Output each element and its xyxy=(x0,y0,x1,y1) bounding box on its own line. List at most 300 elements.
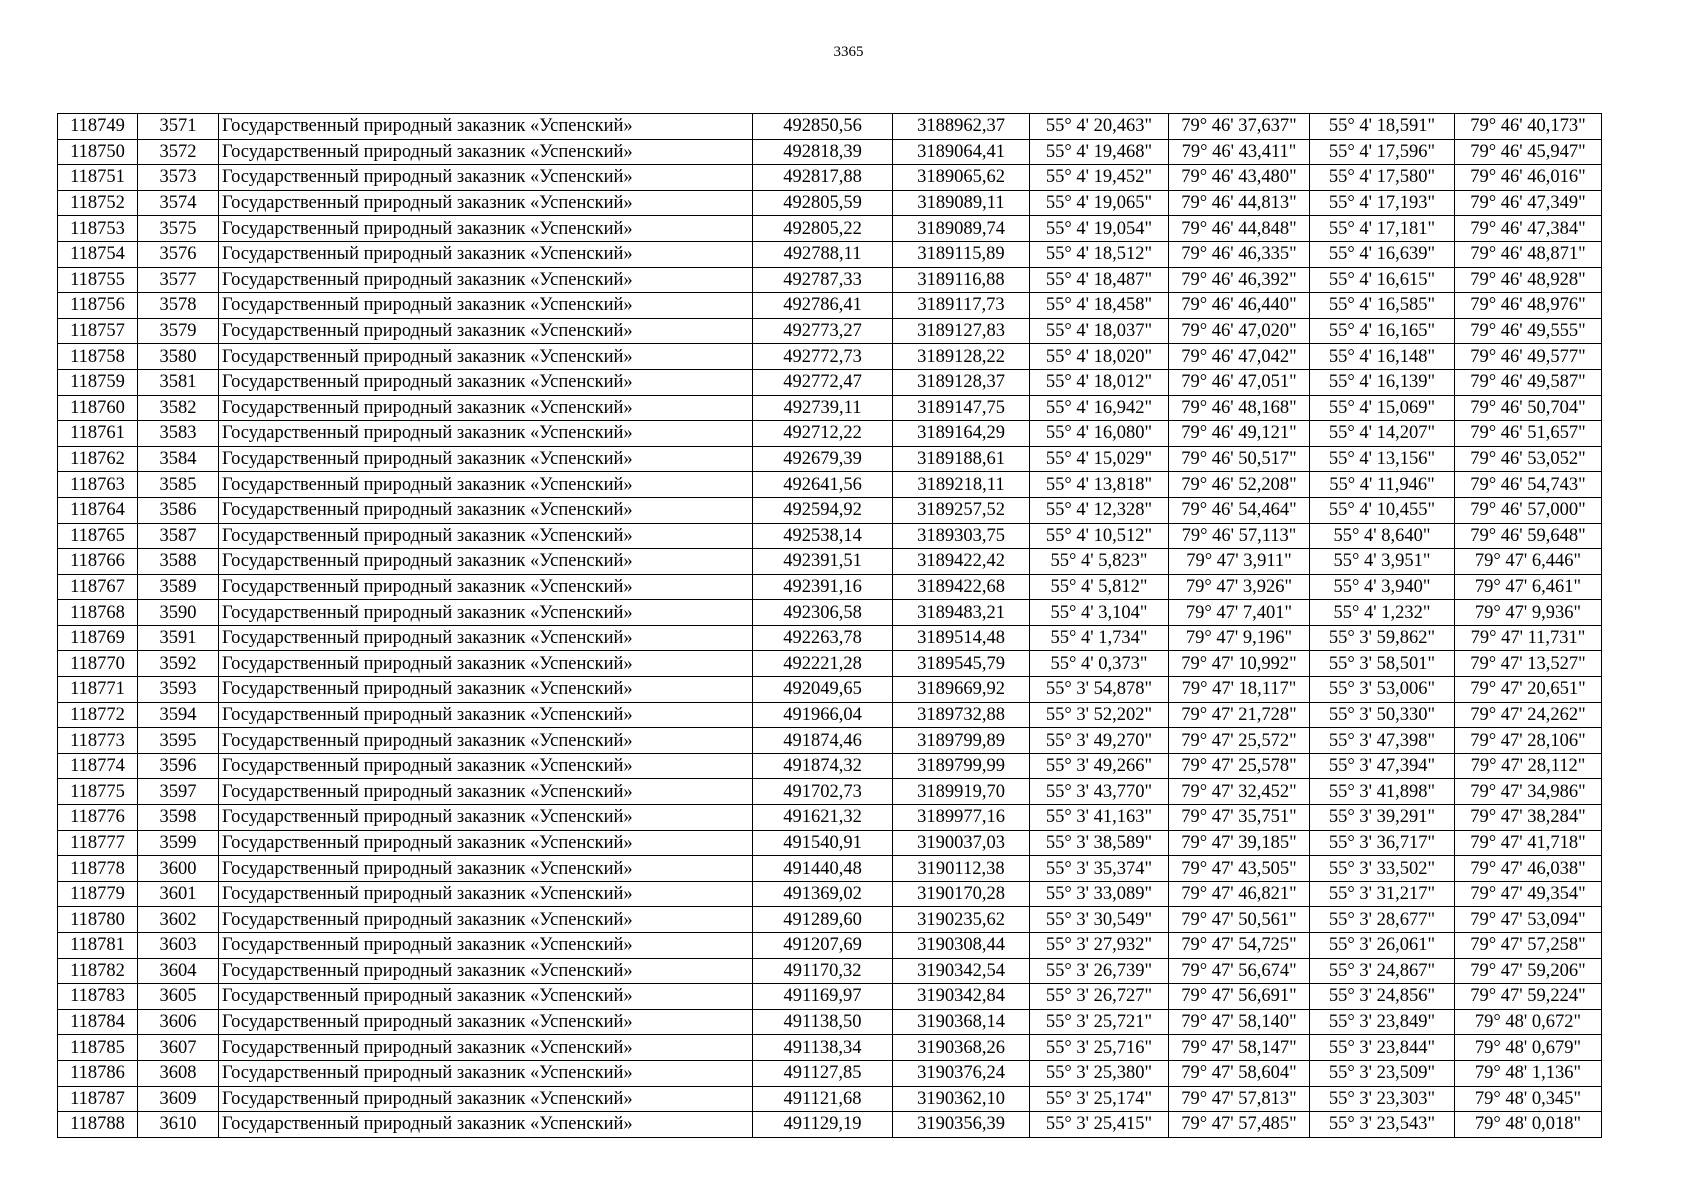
longitude-cell: 79° 47' 7,401" xyxy=(1169,600,1310,626)
row-id-cell: 118775 xyxy=(58,779,138,805)
longitude-alt-cell: 79° 46' 49,555" xyxy=(1455,318,1602,344)
reserve-name-cell: Государственный природный заказник «Успенский» xyxy=(219,267,753,293)
x-coordinate-cell: 491369,02 xyxy=(753,881,893,907)
longitude-cell: 79° 46' 50,517" xyxy=(1169,446,1310,472)
latitude-alt-cell: 55° 4' 17,193" xyxy=(1310,190,1455,216)
x-coordinate-cell: 491138,34 xyxy=(753,1035,893,1061)
point-number-cell: 3591 xyxy=(138,625,219,651)
row-id-cell: 118773 xyxy=(58,728,138,754)
table-row xyxy=(58,677,1602,703)
latitude-cell: 55° 4' 13,818" xyxy=(1030,472,1169,498)
table-row xyxy=(58,369,1602,395)
point-number-cell: 3600 xyxy=(138,856,219,882)
row-id-cell: 118752 xyxy=(58,190,138,216)
x-coordinate-cell: 492850,56 xyxy=(753,114,893,140)
longitude-cell: 79° 47' 18,117" xyxy=(1169,677,1310,703)
latitude-cell: 55° 3' 41,163" xyxy=(1030,805,1169,831)
longitude-alt-cell: 79° 47' 59,224" xyxy=(1455,984,1602,1010)
latitude-cell: 55° 4' 16,942" xyxy=(1030,395,1169,421)
latitude-alt-cell: 55° 3' 58,501" xyxy=(1310,651,1455,677)
reserve-name-cell: Государственный природный заказник «Успенский» xyxy=(219,293,753,319)
longitude-alt-cell: 79° 46' 49,577" xyxy=(1455,344,1602,370)
point-number-cell: 3598 xyxy=(138,805,219,831)
latitude-alt-cell: 55° 3' 23,303" xyxy=(1310,1086,1455,1112)
longitude-alt-cell: 79° 47' 38,284" xyxy=(1455,805,1602,831)
reserve-name-cell: Государственный природный заказник «Успенский» xyxy=(219,933,753,959)
y-coordinate-cell: 3189483,21 xyxy=(893,600,1030,626)
row-id-cell: 118779 xyxy=(58,881,138,907)
table-row xyxy=(58,1112,1602,1138)
row-id-cell: 118776 xyxy=(58,805,138,831)
latitude-cell: 55° 3' 25,415" xyxy=(1030,1112,1169,1138)
longitude-alt-cell: 79° 47' 9,936" xyxy=(1455,600,1602,626)
x-coordinate-cell: 492221,28 xyxy=(753,651,893,677)
x-coordinate-cell: 492538,14 xyxy=(753,523,893,549)
y-coordinate-cell: 3190368,26 xyxy=(893,1035,1030,1061)
longitude-alt-cell: 79° 46' 53,052" xyxy=(1455,446,1602,472)
reserve-name-cell: Государственный природный заказник «Успенский» xyxy=(219,574,753,600)
latitude-cell: 55° 3' 25,380" xyxy=(1030,1060,1169,1086)
table-row xyxy=(58,190,1602,216)
row-id-cell: 118750 xyxy=(58,139,138,165)
reserve-name-cell: Государственный природный заказник «Успенский» xyxy=(219,216,753,242)
latitude-cell: 55° 4' 19,452" xyxy=(1030,165,1169,191)
row-id-cell: 118787 xyxy=(58,1086,138,1112)
point-number-cell: 3585 xyxy=(138,472,219,498)
longitude-cell: 79° 47' 56,674" xyxy=(1169,958,1310,984)
row-id-cell: 118764 xyxy=(58,497,138,523)
table-row xyxy=(58,497,1602,523)
x-coordinate-cell: 492391,51 xyxy=(753,549,893,575)
table-row xyxy=(58,446,1602,472)
longitude-alt-cell: 79° 46' 48,871" xyxy=(1455,241,1602,267)
longitude-alt-cell: 79° 47' 28,106" xyxy=(1455,728,1602,754)
point-number-cell: 3575 xyxy=(138,216,219,242)
longitude-alt-cell: 79° 46' 49,587" xyxy=(1455,369,1602,395)
x-coordinate-cell: 491874,32 xyxy=(753,753,893,779)
latitude-cell: 55° 4' 20,463" xyxy=(1030,114,1169,140)
row-id-cell: 118772 xyxy=(58,702,138,728)
point-number-cell: 3587 xyxy=(138,523,219,549)
table-row xyxy=(58,933,1602,959)
longitude-cell: 79° 47' 3,926" xyxy=(1169,574,1310,600)
longitude-cell: 79° 47' 9,196" xyxy=(1169,625,1310,651)
latitude-cell: 55° 3' 38,589" xyxy=(1030,830,1169,856)
reserve-name-cell: Государственный природный заказник «Успенский» xyxy=(219,830,753,856)
x-coordinate-cell: 491129,19 xyxy=(753,1112,893,1138)
row-id-cell: 118770 xyxy=(58,651,138,677)
x-coordinate-cell: 491966,04 xyxy=(753,702,893,728)
longitude-alt-cell: 79° 46' 40,173" xyxy=(1455,114,1602,140)
longitude-alt-cell: 79° 47' 57,258" xyxy=(1455,933,1602,959)
row-id-cell: 118753 xyxy=(58,216,138,242)
table-row xyxy=(58,881,1602,907)
reserve-name-cell: Государственный природный заказник «Успенский» xyxy=(219,600,753,626)
x-coordinate-cell: 492805,59 xyxy=(753,190,893,216)
latitude-alt-cell: 55° 3' 31,217" xyxy=(1310,881,1455,907)
point-number-cell: 3582 xyxy=(138,395,219,421)
table-row xyxy=(58,241,1602,267)
reserve-name-cell: Государственный природный заказник «Успенский» xyxy=(219,881,753,907)
x-coordinate-cell: 491127,85 xyxy=(753,1060,893,1086)
x-coordinate-cell: 492306,58 xyxy=(753,600,893,626)
reserve-name-cell: Государственный природный заказник «Успенский» xyxy=(219,139,753,165)
x-coordinate-cell: 492049,65 xyxy=(753,677,893,703)
reserve-name-cell: Государственный природный заказник «Успенский» xyxy=(219,779,753,805)
y-coordinate-cell: 3189116,88 xyxy=(893,267,1030,293)
row-id-cell: 118768 xyxy=(58,600,138,626)
latitude-alt-cell: 55° 3' 23,509" xyxy=(1310,1060,1455,1086)
row-id-cell: 118771 xyxy=(58,677,138,703)
x-coordinate-cell: 492772,73 xyxy=(753,344,893,370)
x-coordinate-cell: 492788,11 xyxy=(753,241,893,267)
point-number-cell: 3579 xyxy=(138,318,219,344)
reserve-name-cell: Государственный природный заказник «Успенский» xyxy=(219,523,753,549)
point-number-cell: 3580 xyxy=(138,344,219,370)
table-row xyxy=(58,165,1602,191)
latitude-cell: 55° 4' 19,054" xyxy=(1030,216,1169,242)
reserve-name-cell: Государственный природный заказник «Успенский» xyxy=(219,753,753,779)
x-coordinate-cell: 492263,78 xyxy=(753,625,893,651)
longitude-alt-cell: 79° 47' 28,112" xyxy=(1455,753,1602,779)
point-number-cell: 3608 xyxy=(138,1060,219,1086)
x-coordinate-cell: 492786,41 xyxy=(753,293,893,319)
y-coordinate-cell: 3189514,48 xyxy=(893,625,1030,651)
y-coordinate-cell: 3189669,92 xyxy=(893,677,1030,703)
point-number-cell: 3578 xyxy=(138,293,219,319)
latitude-cell: 55° 4' 12,328" xyxy=(1030,497,1169,523)
x-coordinate-cell: 491621,32 xyxy=(753,805,893,831)
table-row xyxy=(58,1009,1602,1035)
y-coordinate-cell: 3190308,44 xyxy=(893,933,1030,959)
row-id-cell: 118782 xyxy=(58,958,138,984)
y-coordinate-cell: 3189089,74 xyxy=(893,216,1030,242)
latitude-alt-cell: 55° 3' 23,844" xyxy=(1310,1035,1455,1061)
reserve-name-cell: Государственный природный заказник «Успенский» xyxy=(219,190,753,216)
reserve-name-cell: Государственный природный заказник «Успенский» xyxy=(219,114,753,140)
point-number-cell: 3592 xyxy=(138,651,219,677)
reserve-name-cell: Государственный природный заказник «Успенский» xyxy=(219,549,753,575)
y-coordinate-cell: 3189188,61 xyxy=(893,446,1030,472)
reserve-name-cell: Государственный природный заказник «Успенский» xyxy=(219,165,753,191)
longitude-cell: 79° 47' 32,452" xyxy=(1169,779,1310,805)
point-number-cell: 3606 xyxy=(138,1009,219,1035)
y-coordinate-cell: 3190170,28 xyxy=(893,881,1030,907)
y-coordinate-cell: 3190112,38 xyxy=(893,856,1030,882)
longitude-alt-cell: 79° 46' 45,947" xyxy=(1455,139,1602,165)
y-coordinate-cell: 3189218,11 xyxy=(893,472,1030,498)
longitude-alt-cell: 79° 47' 6,461" xyxy=(1455,574,1602,600)
latitude-cell: 55° 4' 18,458" xyxy=(1030,293,1169,319)
y-coordinate-cell: 3189303,75 xyxy=(893,523,1030,549)
latitude-alt-cell: 55° 4' 15,069" xyxy=(1310,395,1455,421)
longitude-cell: 79° 46' 46,335" xyxy=(1169,241,1310,267)
row-id-cell: 118781 xyxy=(58,933,138,959)
table-row xyxy=(58,523,1602,549)
latitude-cell: 55° 4' 18,487" xyxy=(1030,267,1169,293)
longitude-cell: 79° 46' 54,464" xyxy=(1169,497,1310,523)
longitude-alt-cell: 79° 46' 47,349" xyxy=(1455,190,1602,216)
reserve-name-cell: Государственный природный заказник «Успенский» xyxy=(219,421,753,447)
longitude-cell: 79° 47' 10,992" xyxy=(1169,651,1310,677)
y-coordinate-cell: 3189799,89 xyxy=(893,728,1030,754)
y-coordinate-cell: 3189422,42 xyxy=(893,549,1030,575)
latitude-cell: 55° 3' 33,089" xyxy=(1030,881,1169,907)
y-coordinate-cell: 3190342,54 xyxy=(893,958,1030,984)
y-coordinate-cell: 3189117,73 xyxy=(893,293,1030,319)
latitude-cell: 55° 4' 16,080" xyxy=(1030,421,1169,447)
longitude-cell: 79° 47' 35,751" xyxy=(1169,805,1310,831)
longitude-alt-cell: 79° 46' 48,976" xyxy=(1455,293,1602,319)
point-number-cell: 3610 xyxy=(138,1112,219,1138)
x-coordinate-cell: 491702,73 xyxy=(753,779,893,805)
reserve-name-cell: Государственный природный заказник «Успенский» xyxy=(219,1086,753,1112)
y-coordinate-cell: 3189732,88 xyxy=(893,702,1030,728)
row-id-cell: 118760 xyxy=(58,395,138,421)
table-row xyxy=(58,625,1602,651)
longitude-cell: 79° 47' 58,147" xyxy=(1169,1035,1310,1061)
latitude-cell: 55° 4' 5,812" xyxy=(1030,574,1169,600)
longitude-alt-cell: 79° 46' 50,704" xyxy=(1455,395,1602,421)
point-number-cell: 3593 xyxy=(138,677,219,703)
table-row xyxy=(58,958,1602,984)
latitude-cell: 55° 3' 30,549" xyxy=(1030,907,1169,933)
latitude-alt-cell: 55° 3' 47,398" xyxy=(1310,728,1455,754)
latitude-alt-cell: 55° 3' 36,717" xyxy=(1310,830,1455,856)
longitude-cell: 79° 47' 56,691" xyxy=(1169,984,1310,1010)
latitude-cell: 55° 4' 18,012" xyxy=(1030,369,1169,395)
latitude-alt-cell: 55° 3' 41,898" xyxy=(1310,779,1455,805)
latitude-cell: 55° 3' 26,739" xyxy=(1030,958,1169,984)
table-row xyxy=(58,139,1602,165)
row-id-cell: 118755 xyxy=(58,267,138,293)
latitude-alt-cell: 55° 3' 59,862" xyxy=(1310,625,1455,651)
page-number: 3365 xyxy=(833,44,864,60)
longitude-cell: 79° 46' 46,440" xyxy=(1169,293,1310,319)
table-row xyxy=(58,395,1602,421)
latitude-alt-cell: 55° 4' 11,946" xyxy=(1310,472,1455,498)
longitude-alt-cell: 79° 46' 46,016" xyxy=(1455,165,1602,191)
latitude-cell: 55° 3' 52,202" xyxy=(1030,702,1169,728)
latitude-alt-cell: 55° 4' 3,951" xyxy=(1310,549,1455,575)
latitude-cell: 55° 3' 54,878" xyxy=(1030,677,1169,703)
point-number-cell: 3574 xyxy=(138,190,219,216)
reserve-name-cell: Государственный природный заказник «Успенский» xyxy=(219,625,753,651)
table-row xyxy=(58,421,1602,447)
x-coordinate-cell: 491540,91 xyxy=(753,830,893,856)
longitude-cell: 79° 47' 25,578" xyxy=(1169,753,1310,779)
latitude-cell: 55° 3' 43,770" xyxy=(1030,779,1169,805)
point-number-cell: 3588 xyxy=(138,549,219,575)
reserve-name-cell: Государственный природный заказник «Успенский» xyxy=(219,677,753,703)
table-row xyxy=(58,753,1602,779)
y-coordinate-cell: 3189128,22 xyxy=(893,344,1030,370)
table-row xyxy=(58,216,1602,242)
point-number-cell: 3571 xyxy=(138,114,219,140)
longitude-alt-cell: 79° 47' 53,094" xyxy=(1455,907,1602,933)
x-coordinate-cell: 491440,48 xyxy=(753,856,893,882)
row-id-cell: 118763 xyxy=(58,472,138,498)
y-coordinate-cell: 3189115,89 xyxy=(893,241,1030,267)
table-row xyxy=(58,779,1602,805)
longitude-cell: 79° 46' 43,411" xyxy=(1169,139,1310,165)
latitude-cell: 55° 3' 25,721" xyxy=(1030,1009,1169,1035)
table-row xyxy=(58,600,1602,626)
reserve-name-cell: Государственный природный заказник «Успенский» xyxy=(219,958,753,984)
longitude-cell: 79° 47' 57,813" xyxy=(1169,1086,1310,1112)
reserve-name-cell: Государственный природный заказник «Успенский» xyxy=(219,1009,753,1035)
latitude-alt-cell: 55° 4' 13,156" xyxy=(1310,446,1455,472)
longitude-cell: 79° 46' 47,042" xyxy=(1169,344,1310,370)
longitude-alt-cell: 79° 47' 24,262" xyxy=(1455,702,1602,728)
point-number-cell: 3601 xyxy=(138,881,219,907)
longitude-alt-cell: 79° 46' 47,384" xyxy=(1455,216,1602,242)
latitude-alt-cell: 55° 4' 10,455" xyxy=(1310,497,1455,523)
latitude-alt-cell: 55° 4' 3,940" xyxy=(1310,574,1455,600)
reserve-name-cell: Государственный природный заказник «Успенский» xyxy=(219,984,753,1010)
table-row xyxy=(58,1086,1602,1112)
longitude-cell: 79° 47' 43,505" xyxy=(1169,856,1310,882)
table-row xyxy=(58,472,1602,498)
row-id-cell: 118761 xyxy=(58,421,138,447)
table-row xyxy=(58,805,1602,831)
longitude-cell: 79° 47' 58,604" xyxy=(1169,1060,1310,1086)
latitude-alt-cell: 55° 4' 16,148" xyxy=(1310,344,1455,370)
row-id-cell: 118754 xyxy=(58,241,138,267)
longitude-alt-cell: 79° 47' 49,354" xyxy=(1455,881,1602,907)
y-coordinate-cell: 3189064,41 xyxy=(893,139,1030,165)
x-coordinate-cell: 492818,39 xyxy=(753,139,893,165)
longitude-cell: 79° 47' 46,821" xyxy=(1169,881,1310,907)
x-coordinate-cell: 491170,32 xyxy=(753,958,893,984)
point-number-cell: 3596 xyxy=(138,753,219,779)
table-row xyxy=(58,318,1602,344)
x-coordinate-cell: 491207,69 xyxy=(753,933,893,959)
y-coordinate-cell: 3190376,24 xyxy=(893,1060,1030,1086)
table-row xyxy=(58,574,1602,600)
latitude-alt-cell: 55° 3' 24,867" xyxy=(1310,958,1455,984)
latitude-cell: 55° 4' 19,065" xyxy=(1030,190,1169,216)
longitude-cell: 79° 46' 46,392" xyxy=(1169,267,1310,293)
y-coordinate-cell: 3190037,03 xyxy=(893,830,1030,856)
row-id-cell: 118749 xyxy=(58,114,138,140)
table-row xyxy=(58,830,1602,856)
x-coordinate-cell: 491138,50 xyxy=(753,1009,893,1035)
longitude-cell: 79° 46' 37,637" xyxy=(1169,114,1310,140)
longitude-cell: 79° 46' 44,848" xyxy=(1169,216,1310,242)
point-number-cell: 3597 xyxy=(138,779,219,805)
reserve-name-cell: Государственный природный заказник «Успенский» xyxy=(219,856,753,882)
y-coordinate-cell: 3189065,62 xyxy=(893,165,1030,191)
y-coordinate-cell: 3189977,16 xyxy=(893,805,1030,831)
row-id-cell: 118751 xyxy=(58,165,138,191)
table-row xyxy=(58,984,1602,1010)
x-coordinate-cell: 491289,60 xyxy=(753,907,893,933)
latitude-cell: 55° 4' 18,037" xyxy=(1030,318,1169,344)
point-number-cell: 3573 xyxy=(138,165,219,191)
y-coordinate-cell: 3189089,11 xyxy=(893,190,1030,216)
latitude-alt-cell: 55° 4' 8,640" xyxy=(1310,523,1455,549)
latitude-cell: 55° 3' 25,716" xyxy=(1030,1035,1169,1061)
reserve-name-cell: Государственный природный заказник «Успенский» xyxy=(219,805,753,831)
longitude-alt-cell: 79° 48' 0,679" xyxy=(1455,1035,1602,1061)
row-id-cell: 118774 xyxy=(58,753,138,779)
reserve-name-cell: Государственный природный заказник «Успенский» xyxy=(219,728,753,754)
row-id-cell: 118777 xyxy=(58,830,138,856)
point-number-cell: 3602 xyxy=(138,907,219,933)
table-row xyxy=(58,728,1602,754)
x-coordinate-cell: 491121,68 xyxy=(753,1086,893,1112)
x-coordinate-cell: 492773,27 xyxy=(753,318,893,344)
latitude-alt-cell: 55° 4' 1,232" xyxy=(1310,600,1455,626)
point-number-cell: 3590 xyxy=(138,600,219,626)
point-number-cell: 3603 xyxy=(138,933,219,959)
latitude-alt-cell: 55° 4' 14,207" xyxy=(1310,421,1455,447)
latitude-alt-cell: 55° 4' 16,615" xyxy=(1310,267,1455,293)
latitude-alt-cell: 55° 3' 47,394" xyxy=(1310,753,1455,779)
latitude-cell: 55° 4' 1,734" xyxy=(1030,625,1169,651)
table-row xyxy=(58,267,1602,293)
row-id-cell: 118783 xyxy=(58,984,138,1010)
reserve-name-cell: Государственный природный заказник «Успенский» xyxy=(219,446,753,472)
latitude-alt-cell: 55° 4' 16,139" xyxy=(1310,369,1455,395)
point-number-cell: 3609 xyxy=(138,1086,219,1112)
y-coordinate-cell: 3189422,68 xyxy=(893,574,1030,600)
row-id-cell: 118786 xyxy=(58,1060,138,1086)
table-row xyxy=(58,549,1602,575)
row-id-cell: 118758 xyxy=(58,344,138,370)
longitude-cell: 79° 47' 39,185" xyxy=(1169,830,1310,856)
longitude-cell: 79° 46' 48,168" xyxy=(1169,395,1310,421)
longitude-alt-cell: 79° 46' 57,000" xyxy=(1455,497,1602,523)
x-coordinate-cell: 492391,16 xyxy=(753,574,893,600)
longitude-alt-cell: 79° 47' 20,651" xyxy=(1455,677,1602,703)
reserve-name-cell: Государственный природный заказник «Успенский» xyxy=(219,1060,753,1086)
y-coordinate-cell: 3190362,10 xyxy=(893,1086,1030,1112)
latitude-alt-cell: 55° 3' 39,291" xyxy=(1310,805,1455,831)
longitude-alt-cell: 79° 46' 59,648" xyxy=(1455,523,1602,549)
latitude-alt-cell: 55° 4' 17,181" xyxy=(1310,216,1455,242)
reserve-name-cell: Государственный природный заказник «Успенский» xyxy=(219,369,753,395)
latitude-alt-cell: 55° 4' 17,596" xyxy=(1310,139,1455,165)
longitude-alt-cell: 79° 47' 46,038" xyxy=(1455,856,1602,882)
longitude-cell: 79° 47' 25,572" xyxy=(1169,728,1310,754)
longitude-alt-cell: 79° 48' 0,345" xyxy=(1455,1086,1602,1112)
longitude-cell: 79° 47' 21,728" xyxy=(1169,702,1310,728)
reserve-name-cell: Государственный природный заказник «Успенский» xyxy=(219,344,753,370)
longitude-alt-cell: 79° 46' 48,928" xyxy=(1455,267,1602,293)
row-id-cell: 118769 xyxy=(58,625,138,651)
x-coordinate-cell: 491874,46 xyxy=(753,728,893,754)
reserve-name-cell: Государственный природный заказник «Успенский» xyxy=(219,472,753,498)
row-id-cell: 118788 xyxy=(58,1112,138,1138)
reserve-name-cell: Государственный природный заказник «Успенский» xyxy=(219,395,753,421)
latitude-cell: 55° 3' 49,270" xyxy=(1030,728,1169,754)
reserve-name-cell: Государственный природный заказник «Успенский» xyxy=(219,241,753,267)
point-number-cell: 3605 xyxy=(138,984,219,1010)
y-coordinate-cell: 3189799,99 xyxy=(893,753,1030,779)
x-coordinate-cell: 492594,92 xyxy=(753,497,893,523)
reserve-name-cell: Государственный природный заказник «Успенский» xyxy=(219,907,753,933)
point-number-cell: 3594 xyxy=(138,702,219,728)
x-coordinate-cell: 492739,11 xyxy=(753,395,893,421)
longitude-cell: 79° 47' 3,911" xyxy=(1169,549,1310,575)
y-coordinate-cell: 3189919,70 xyxy=(893,779,1030,805)
table-row xyxy=(58,293,1602,319)
y-coordinate-cell: 3190356,39 xyxy=(893,1112,1030,1138)
longitude-alt-cell: 79° 47' 13,527" xyxy=(1455,651,1602,677)
y-coordinate-cell: 3189128,37 xyxy=(893,369,1030,395)
